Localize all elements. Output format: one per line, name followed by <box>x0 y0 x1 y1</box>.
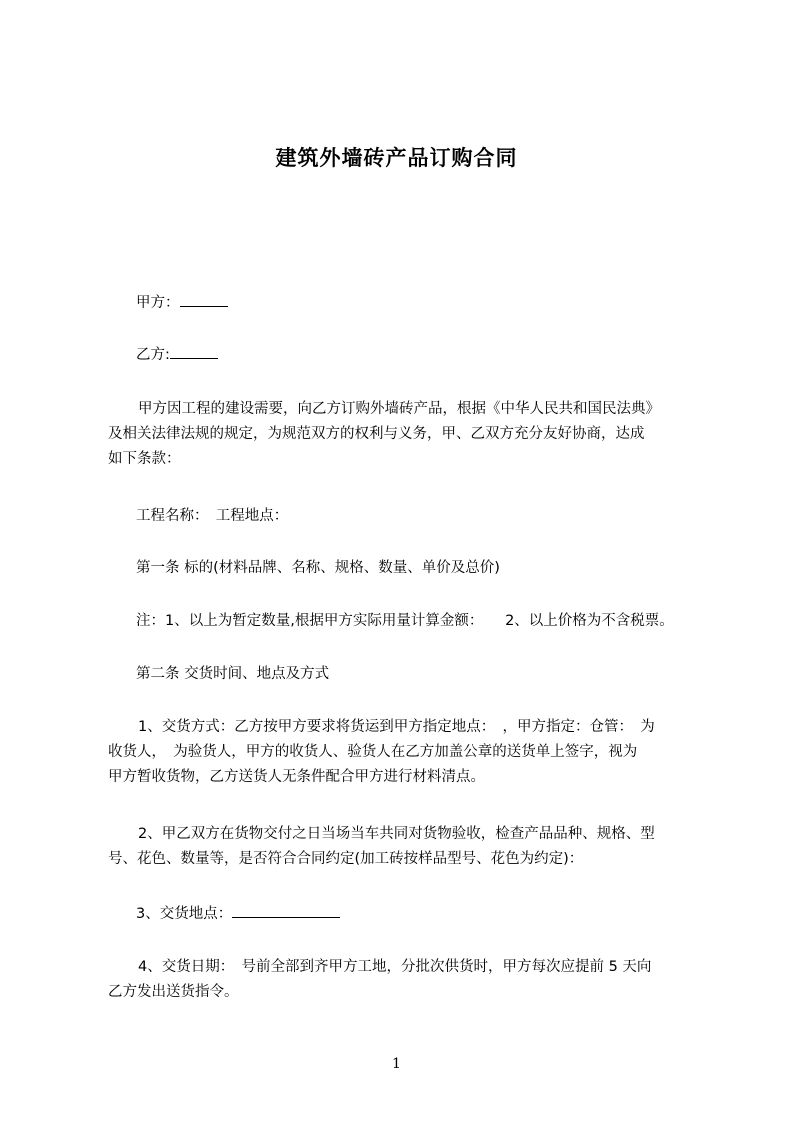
item-1-line: 甲方暂收货物，乙方送货人无条件配合甲方进行材料清点。 <box>108 769 485 785</box>
intro-line: 甲方因工程的建设需要，向乙方订购外墙砖产品，根据《中华人民共和国民法典》 <box>138 401 660 417</box>
intro-line: 如下条款： <box>108 451 181 467</box>
article-1-heading: 第一条 标的(材料品牌、名称、规格、数量、单价及总价) <box>136 560 500 576</box>
intro-paragraph <box>108 397 660 472</box>
party-b-label: 乙方: <box>136 347 170 363</box>
item-2-line: 2、甲乙双方在货物交付之日当场当车共同对货物验收，检查产品品种、规格、型 <box>138 826 655 842</box>
party-b-blank <box>170 344 218 359</box>
party-b-line <box>136 344 218 365</box>
item-4-paragraph <box>108 955 651 1005</box>
item-4-line: 乙方发出送货指令。 <box>108 984 239 1000</box>
delivery-location-blank <box>232 903 340 918</box>
item-3-label: 3、交货地点： <box>136 906 233 922</box>
item-2-line: 号、花色、数量等，是否符合合同约定(加工砖按样品型号、花色为约定)： <box>108 851 584 867</box>
document-title: 建筑外墙砖产品订购合同 <box>275 146 518 170</box>
article-2-heading: 第二条 交货时间、地点及方式 <box>136 666 330 682</box>
project-line: 工程名称： 工程地点： <box>136 508 289 524</box>
party-a-blank <box>180 292 228 307</box>
item-1-line: 1、交货方式：乙方按甲方要求将货运到甲方指定地点： ，甲方指定：仓管： 为 <box>138 719 655 735</box>
item-4-line: 4、交货日期： 号前全部到齐甲方工地，分批次供货时，甲方每次应提前 5 天向 <box>138 959 652 975</box>
item-2-paragraph <box>108 822 655 872</box>
party-a-line <box>136 292 228 313</box>
item-1-paragraph <box>108 715 655 790</box>
intro-line: 及相关法律法规的规定，为规范双方的权利与义务，甲、乙双方充分友好协商，达成 <box>108 426 645 442</box>
page-number: 1 <box>392 1056 401 1072</box>
item-1-line: 收货人， 为验货人，甲方的收货人、验货人在乙方加盖公章的送货单上签字，视为 <box>108 744 638 760</box>
item-3-line <box>136 903 340 924</box>
note-line: 注：1、以上为暂定数量,根据甲方实际用量计算金额： 2、以上价格为不含税票。 <box>136 613 674 629</box>
party-a-label: 甲方： <box>136 295 180 311</box>
